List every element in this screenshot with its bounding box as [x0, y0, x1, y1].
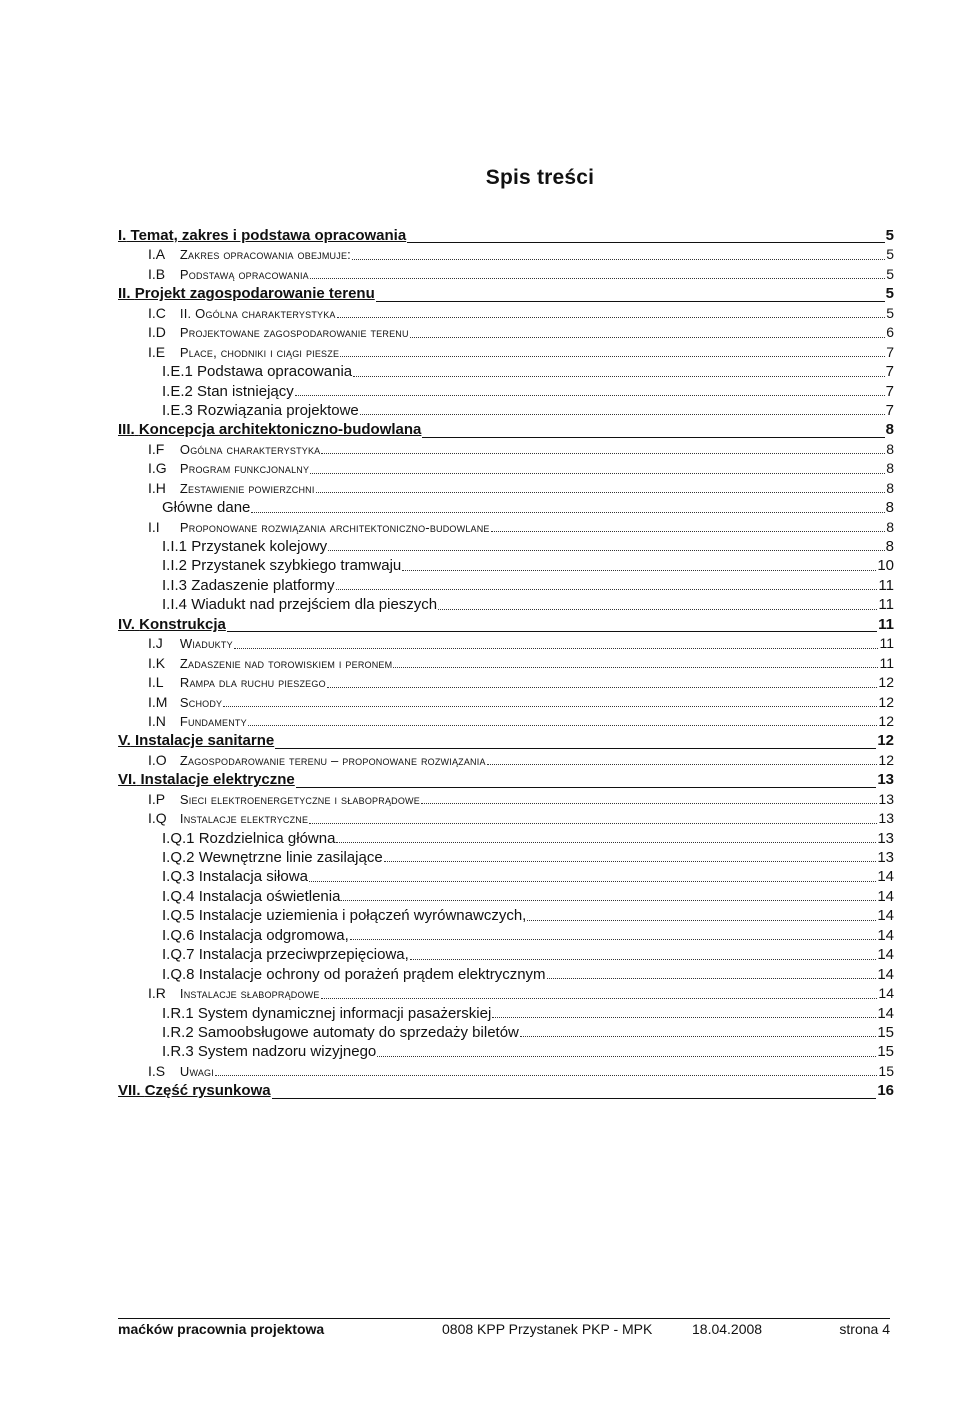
toc-page-number: 11 — [878, 615, 894, 633]
toc-entry-code: I.Q.4 — [162, 887, 195, 905]
toc-entry-label — [148, 751, 486, 770]
toc-dot-leader — [316, 492, 886, 493]
toc-dot-leader — [402, 570, 876, 571]
toc-entry-code: I.L — [148, 674, 164, 691]
toc-entry-text: Stan istniejący — [197, 382, 294, 400]
toc-entry-text: Schody — [179, 694, 223, 710]
toc-entry[interactable] — [118, 1042, 894, 1061]
toc-dot-leader — [337, 317, 886, 318]
toc-entry-code: I. — [118, 227, 127, 244]
toc-entry-code: I.F — [148, 440, 165, 457]
toc-entry-text: Zagospodarowanie terenu – proponowane rozwiązania — [179, 752, 486, 768]
toc-entry[interactable] — [118, 829, 894, 848]
toc-entry[interactable] — [118, 965, 894, 984]
toc-entry-text: Instalacje sanitarne — [134, 732, 275, 750]
toc-page-number: 13 — [878, 790, 894, 807]
toc-entry-label — [118, 770, 295, 789]
toc-entry-code: I.Q.6 — [162, 926, 195, 944]
toc-entry-code: I.N — [148, 712, 166, 729]
toc-dot-leader — [248, 725, 878, 726]
toc-entry-label — [162, 362, 352, 381]
toc-entry[interactable] — [118, 1023, 894, 1042]
toc-entry-label — [148, 459, 309, 478]
toc-entry-code: I.O — [148, 751, 167, 768]
toc-dot-leader — [321, 998, 878, 999]
toc-dot-leader — [310, 473, 885, 474]
toc-entry-label — [162, 926, 349, 945]
toc-entry-text: Ogólna charakterystyka — [179, 441, 321, 457]
toc-entry-label — [118, 1081, 271, 1100]
toc-dot-leader — [234, 648, 879, 649]
toc-entry-label — [148, 323, 409, 342]
toc-dot-leader — [215, 1075, 877, 1076]
toc-entry-code: VII. — [118, 1082, 141, 1100]
toc-dot-leader — [336, 842, 876, 843]
toc-page-number: 10 — [877, 557, 894, 575]
toc-entry-label — [162, 965, 546, 984]
toc-section[interactable] — [118, 731, 894, 750]
toc-entry-text: II. Ogólna charakterystyka — [179, 305, 336, 321]
toc-entry-label — [162, 1042, 376, 1061]
toc-dot-leader — [223, 706, 877, 707]
toc-entry-code: III. — [118, 421, 135, 439]
toc-entry-code: I.Q.7 — [162, 946, 195, 964]
toc-page-number: 15 — [877, 1023, 894, 1041]
toc-page-number: 13 — [878, 810, 894, 827]
toc-dot-leader — [360, 414, 885, 415]
toc-entry-label — [148, 479, 315, 498]
toc-entry-label — [162, 576, 335, 595]
toc-entry-text: Wiadukty — [179, 636, 233, 652]
toc-entry[interactable] — [118, 984, 894, 1003]
toc-dot-leader — [353, 376, 885, 377]
toc-entry-text: Sieci elektroenergetyczne i słaboprądowe — [179, 791, 420, 807]
toc-page-number: 8 — [886, 479, 894, 496]
toc-entry-label — [148, 673, 326, 692]
toc-entry-label — [162, 537, 327, 556]
toc-section[interactable] — [118, 226, 894, 245]
toc-page-number: 6 — [886, 324, 894, 341]
toc-entry[interactable] — [118, 867, 894, 886]
toc-entry-text: Rampa dla ruchu pieszego — [179, 675, 326, 691]
footer-page-number: strona 4 — [839, 1321, 890, 1337]
toc-page-number: 5 — [886, 304, 894, 321]
toc-page-number: 14 — [877, 868, 894, 886]
page-footer — [118, 1318, 890, 1337]
toc-entry-label — [162, 595, 437, 614]
toc-entry-label — [148, 790, 420, 809]
toc-entry-text: Konstrukcja — [139, 615, 226, 633]
toc-page-number: 11 — [878, 576, 894, 594]
toc-dot-leader — [492, 1017, 876, 1018]
toc-entry-text: Instalacja oświetlenia — [198, 887, 341, 905]
toc-entry[interactable] — [118, 809, 894, 828]
toc-entry-label — [162, 867, 308, 886]
toc-entry-label — [148, 1062, 214, 1081]
toc-section[interactable] — [118, 284, 894, 303]
toc-entry[interactable] — [118, 498, 894, 517]
toc-page-number: 15 — [877, 1043, 894, 1061]
footer-firm-name: maćków pracownia projektowa — [118, 1321, 325, 1337]
toc-entry[interactable] — [118, 245, 894, 264]
toc-dot-leader — [321, 453, 885, 454]
toc-entry-text: System nadzoru wizyjnego — [197, 1043, 377, 1061]
toc-entry-text: Instalacja odgromowa, — [198, 926, 349, 944]
toc-entry-label — [162, 887, 340, 906]
toc-dot-leader — [251, 512, 884, 513]
toc-section[interactable] — [118, 1081, 894, 1100]
toc-dot-leader — [336, 589, 878, 590]
toc-page-number: 13 — [877, 829, 894, 847]
toc-entry-label — [148, 518, 490, 537]
toc-page-number: 7 — [885, 363, 894, 381]
toc-dot-leader — [527, 920, 876, 921]
page-title: Spis treści — [485, 166, 595, 189]
toc-dot-leader — [410, 959, 877, 960]
toc-page-number: 8 — [885, 421, 894, 439]
toc-entry-label — [148, 809, 308, 828]
toc-dot-leader — [309, 823, 877, 824]
toc-entry-label — [162, 382, 294, 401]
toc-dot-leader — [295, 395, 885, 396]
toc-entry-text: Instalacje elektryczne — [140, 771, 295, 789]
toc-entry-code: I.E — [148, 343, 166, 360]
toc-entry-label — [162, 906, 526, 925]
toc-entry-code: I.H — [148, 479, 166, 496]
toc-entry-code: I.A — [148, 246, 166, 263]
toc-entry-label — [118, 284, 375, 303]
toc-entry[interactable] — [118, 848, 894, 867]
toc-entry-code: I.K — [148, 654, 166, 671]
toc-dot-leader — [296, 787, 877, 788]
toc-entry-code: I.M — [148, 693, 168, 710]
toc-page-number: 12 — [878, 751, 894, 768]
toc-entry-code: I.E.1 — [162, 363, 193, 381]
toc-entry-code: I.Q — [148, 810, 167, 827]
toc-page-number: 8 — [885, 538, 894, 555]
toc-entry-code: I.I.3 — [162, 576, 188, 594]
toc-entry-code: I.C — [148, 304, 166, 321]
footer-date: 18.04.2008 — [692, 1321, 763, 1337]
toc-entry-label — [148, 712, 247, 731]
toc-entry-label — [148, 304, 336, 323]
toc-entry-text: System dynamicznej informacji pasażerskiej — [197, 1004, 492, 1022]
toc-entry[interactable] — [118, 887, 894, 906]
toc-page-number: 8 — [886, 440, 894, 457]
toc-entry[interactable] — [118, 634, 894, 653]
toc-entry[interactable] — [118, 440, 894, 459]
toc-entry[interactable] — [118, 401, 894, 420]
toc-page-number: 14 — [877, 887, 894, 905]
toc-entry-text: Program funkcjonalny — [179, 461, 310, 477]
toc-entry-code: I.I — [148, 518, 160, 535]
toc-page-number: 7 — [885, 382, 894, 400]
toc-page-number: 15 — [878, 1062, 894, 1079]
toc-entry-code: I.R.2 — [162, 1023, 194, 1041]
toc-entry-text: Projekt zagospodarowanie terenu — [134, 285, 375, 303]
toc-dot-leader — [376, 301, 885, 302]
toc-dot-leader — [487, 764, 878, 765]
toc-entry-text: Część rysunkowa — [144, 1082, 271, 1100]
toc-page-number: 5 — [886, 246, 894, 263]
toc-page-number: 14 — [877, 926, 894, 944]
toc-dot-leader — [327, 687, 878, 688]
toc-entry-text: Instalacje ochrony od porażeń prądem elektrycznym — [198, 965, 546, 983]
toc-entry-text: Główne dane — [162, 499, 251, 517]
toc-page-number: 12 — [878, 712, 894, 729]
toc-page-number: 7 — [885, 401, 894, 419]
toc-entry-label — [148, 693, 222, 712]
toc-entry[interactable] — [118, 1062, 894, 1081]
toc-entry[interactable] — [118, 654, 894, 673]
toc-entry-label — [162, 1004, 491, 1023]
toc-entry-label — [162, 556, 401, 575]
toc-entry-text: Instalacja przeciwprzepięciowa, — [198, 946, 409, 964]
toc-dot-leader — [352, 259, 885, 260]
toc-entry-code: I.P — [148, 790, 166, 807]
toc-entry[interactable] — [118, 926, 894, 945]
toc-section[interactable] — [118, 615, 894, 634]
toc-entry-text: Podstawa opracowania — [197, 363, 353, 381]
toc-entry-label — [162, 945, 409, 964]
toc-section[interactable] — [118, 420, 894, 439]
toc-page-number: 16 — [877, 1082, 894, 1100]
toc-entry[interactable] — [118, 323, 894, 342]
toc-entry-code: I.B — [148, 265, 166, 282]
toc-entry-code: II. — [118, 285, 131, 303]
toc-entry-code: V. — [118, 732, 131, 750]
toc-dot-leader — [275, 748, 876, 749]
toc-entry-label — [148, 440, 320, 459]
toc-entry-text: Podstawą opracowania — [179, 266, 309, 282]
toc-section[interactable] — [118, 770, 894, 789]
toc-entry-text: Proponowane rozwiązania architektoniczno-budowlane — [179, 519, 490, 535]
toc-entry-text: Rozwiązania projektowe — [197, 401, 359, 419]
toc-dot-leader — [421, 803, 877, 804]
toc-entry-label — [118, 731, 274, 750]
toc-dot-leader — [438, 609, 877, 610]
toc-page-number: 13 — [877, 849, 894, 866]
toc-entry-label — [148, 634, 233, 653]
toc-entry-text: Zadaszenie platformy — [191, 576, 335, 594]
toc-entry-text: Instalacje elektryczne — [179, 811, 309, 827]
toc-entry-text: Zadaszenie nad torowiskiem i peronem — [179, 655, 393, 671]
toc-entry-label — [162, 1023, 519, 1042]
toc-entry-code: I.R.1 — [162, 1004, 194, 1022]
toc-page-number: 14 — [877, 965, 894, 983]
toc-entry-text: Zakres opracowania obejmuje: — [179, 247, 351, 263]
toc-entry-label — [148, 984, 320, 1003]
toc-dot-leader — [547, 978, 877, 979]
toc-entry-text: Instalacje słaboprądowe — [179, 986, 320, 1002]
toc-entry-label — [162, 829, 335, 848]
toc-entry[interactable] — [118, 673, 894, 692]
toc-page-number: 13 — [877, 771, 894, 789]
toc-page-number: 11 — [878, 596, 894, 614]
toc-entry[interactable] — [118, 479, 894, 498]
toc-page-number: 12 — [878, 674, 894, 691]
toc-entry[interactable] — [118, 595, 894, 614]
toc-page-number: 12 — [877, 732, 894, 750]
toc-dot-leader — [410, 337, 886, 338]
toc-dot-leader — [422, 437, 884, 438]
toc-dot-leader — [520, 1036, 876, 1037]
toc-entry-code: I.G — [148, 460, 167, 477]
toc-dot-leader — [328, 550, 885, 551]
toc-entry-text: Samoobsługowe automaty do sprzedaży biletów — [197, 1023, 519, 1041]
toc-page-number: 14 — [877, 1004, 894, 1022]
toc-entry-label — [162, 401, 359, 420]
toc-dot-leader — [310, 278, 885, 279]
toc-entry-code: I.Q.5 — [162, 907, 195, 925]
toc-entry-label — [118, 615, 226, 634]
toc-entry-text: Wiadukt nad przejściem dla pieszych — [191, 596, 438, 614]
toc-entry-text: Rozdzielnica główna — [198, 829, 336, 847]
toc-entry-code: IV. — [118, 615, 135, 633]
toc-page-number: 8 — [886, 518, 894, 535]
toc-entry-code: I.Q.1 — [162, 829, 195, 847]
toc-page-number: 5 — [885, 227, 894, 244]
toc-entry-label — [148, 654, 392, 673]
toc-dot-leader — [407, 242, 884, 243]
toc-page-number: 14 — [877, 946, 894, 964]
toc-entry-text: Projektowane zagospodarowanie terenu — [179, 325, 409, 341]
toc-page-number: 8 — [886, 460, 894, 477]
toc-entry-label — [148, 245, 351, 264]
toc-entry-text: Place, chodniki i ciągi piesze — [179, 344, 340, 360]
toc-page-number: 5 — [886, 265, 894, 282]
toc-entry-code: I.S — [148, 1062, 166, 1079]
toc-dot-leader — [340, 356, 885, 357]
toc-dot-leader — [384, 861, 877, 862]
toc-entry[interactable] — [118, 362, 894, 381]
toc-entry[interactable] — [118, 265, 894, 284]
toc-entry-label — [162, 848, 383, 867]
toc-entry-code: I.D — [148, 324, 166, 341]
toc-entry-code: I.I.4 — [162, 596, 188, 614]
toc-entry[interactable] — [118, 556, 894, 575]
toc-entry[interactable] — [118, 751, 894, 770]
toc-entry-text: Instalacje uziemienia i połączeń wyrównawczych, — [198, 907, 527, 925]
toc-page-number: 14 — [877, 907, 894, 925]
toc-entry-code: I.Q.2 — [162, 849, 195, 866]
toc-dot-leader — [393, 667, 878, 668]
toc-entry-label — [162, 498, 250, 517]
toc-entry[interactable] — [118, 1004, 894, 1023]
toc-entry[interactable] — [118, 518, 894, 537]
toc-entry-code: I.I.1 — [162, 538, 188, 555]
toc-entry-label — [118, 420, 421, 439]
toc-entry[interactable] — [118, 712, 894, 731]
toc-entry-text: Przystanek kolejowy — [191, 538, 328, 555]
toc-entry[interactable] — [118, 576, 894, 595]
toc-entry-code: I.I.2 — [162, 557, 188, 575]
toc-dot-leader — [272, 1098, 877, 1099]
toc-entry[interactable] — [118, 790, 894, 809]
toc-entry[interactable] — [118, 945, 894, 964]
toc-entry-text: Fundamenty — [179, 713, 247, 729]
toc-entry-label — [148, 265, 309, 284]
toc-entry-text: Instalacja siłowa — [198, 868, 308, 886]
toc-page-number: 11 — [879, 654, 894, 671]
footer-project: 0808 KPP Przystanek PKP - MPK — [442, 1321, 653, 1337]
toc-entry-code: I.Q.8 — [162, 965, 195, 983]
toc-entry-code: I.E.3 — [162, 401, 193, 419]
toc-entry-text: Temat, zakres i podstawa opracowania — [130, 227, 407, 244]
toc-entry-code: I.R.3 — [162, 1043, 194, 1061]
toc-entry-code: I.R — [148, 985, 166, 1002]
toc-entry[interactable] — [118, 537, 894, 556]
toc-entry-text: Uwagi — [179, 1063, 214, 1079]
toc-page-number: 12 — [878, 693, 894, 710]
toc-entry-text: Przystanek szybkiego tramwaju — [191, 557, 402, 575]
toc-entry-code: I.Q.3 — [162, 868, 195, 886]
toc-entry-text: Zestawienie powierzchni — [179, 480, 315, 496]
toc-entry-label — [148, 343, 339, 362]
toc-entry-label — [118, 226, 406, 245]
toc-entry-text: Wewnętrzne linie zasilające — [198, 849, 383, 866]
toc-page-number: 14 — [878, 985, 894, 1002]
toc-entry[interactable] — [118, 459, 894, 478]
toc-dot-leader — [377, 1056, 876, 1057]
toc-entry[interactable] — [118, 693, 894, 712]
toc-dot-leader — [309, 881, 876, 882]
toc-entry-code: I.J — [148, 635, 163, 652]
toc-entry-code: VI. — [118, 771, 137, 789]
toc-entry[interactable] — [118, 304, 894, 323]
toc-dot-leader — [491, 531, 886, 532]
toc-page-number: 11 — [879, 635, 894, 652]
toc-entry-text: Koncepcja architektoniczno-budowlana — [138, 421, 422, 439]
toc-dot-leader — [341, 900, 876, 901]
toc-page-number: 7 — [886, 343, 894, 360]
toc-entry[interactable] — [118, 343, 894, 362]
table-of-contents — [118, 226, 894, 1101]
toc-page-number: 8 — [885, 499, 894, 517]
toc-dot-leader — [350, 939, 877, 940]
toc-page-number: 5 — [885, 285, 894, 303]
toc-dot-leader — [227, 631, 877, 632]
toc-entry-code: I.E.2 — [162, 382, 193, 400]
toc-entry[interactable] — [118, 906, 894, 925]
toc-entry[interactable] — [118, 382, 894, 401]
